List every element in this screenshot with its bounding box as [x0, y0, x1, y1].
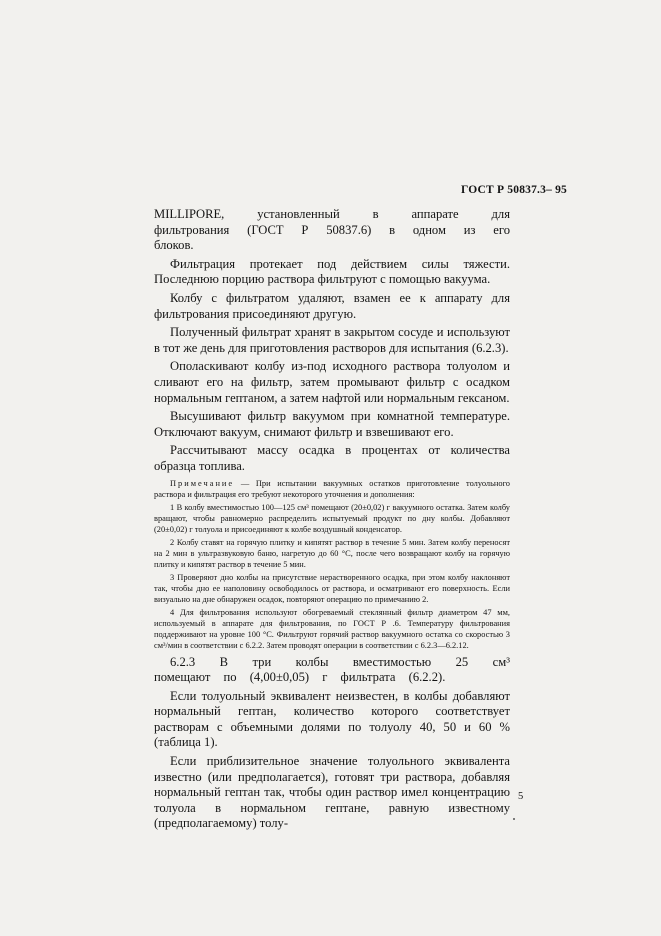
note-label: Примечание [170, 478, 235, 488]
paragraph-rinse: Ополаскивают колбу из-под исходного раствора толуолом и сливают его на фильтр, затем промывают фильтр с осадком нормальным гептаном, а затем нафтой или нормальным гексаном. [154, 359, 510, 405]
scan-dot [513, 818, 515, 820]
paragraph-filtration: Фильтрация протекает под действием силы тяжести. Последнюю порцию раствора фильтруют с помощью вакуума. [154, 256, 510, 287]
note-item-1: 1 В колбу вместимостью 100—125 см³ помещают (20±0,02) г вакуумного остатка. Затем колбу вращают, чтобы равномерно распределить испытуемый продукт по дну колбы. Добавляют (20±0,02) г толуола и присоединяют к колбе воздушный конденсатор. [154, 502, 510, 534]
note-block [154, 478, 510, 651]
paragraph-filtrate-storage: Полученный фильтрат хранят в закрытом сосуде и используют в тот же день для приготовления растворов для испытания (6.2.3). [154, 325, 510, 355]
paragraph-flask-replace: Колбу с фильтратом удаляют, взамен ее к аппарату для фильтрования присоединяют другую. [154, 290, 510, 321]
note-item-2: 2 Колбу ставят на горячую плитку и кипятят раствор в течение 5 мин. Затем колбу переносят на 2 мин в ультразвуковую баню, нагретую до 60 °С, после чего возвращают колбу на горячую плитку и кипятят раствор в течение 5 мин. [154, 537, 510, 569]
paragraph-millipore: MILLIPORE, установленный в аппарате для фильтрования (ГОСТ Р 50837.6) в одном из его блоков. [154, 207, 510, 253]
paragraph-known-equivalent: Если приблизительное значение толуольного эквивалента известно (или предполагается), готовят три раствора, добавляя нормальный гептан так, чтобы один раствор имел концентрацию толуола в нормальном гептане, равную известному (предполагаемому) толу- [154, 754, 510, 831]
section-6-2-3: 6.2.3 В три колбы вместимостью 25 см³ помещают по (4,00±0,05) г фильтрата (6.2.2). [154, 654, 510, 685]
note-item-3: 3 Проверяют дно колбы на присутствие нерастворенного осадка, при этом колбу наклоняют так, чтобы дно ее наполовину освободилось от раствора, и осматривают его поверхность. Если визуально на дне обнаружен осадок, повторяют операцию по примечанию 2. [154, 572, 510, 604]
note-item-4: 4 Для фильтрования используют обогреваемый стеклянный фильтр диаметром 47 мм, используемый в аппарате для фильтрования, по ГОСТ Р .6. Температуру фильтрования поддерживают на уровне 100 °С. Фильтруют горячий раствор вакуумного остатка со скоростью 3 см³/мин в соответствии с 6.2.2. Затем проводят операции в соответствии с 6.2.3—6.2.12. [154, 607, 510, 650]
note-intro-text: — При испытании вакуумных остатков приготовление толуольного раствора и фильтрация его требуют некоторого уточнения и дополнения: [154, 478, 510, 499]
paragraph-calculate: Рассчитывают массу осадка в процентах от количества образца топлива. [154, 443, 510, 473]
paragraph-dry: Высушивают фильтр вакуумом при комнатной температуре. Отключают вакуум, снимают фильтр и взвешивают его. [154, 409, 510, 439]
note-intro [154, 478, 510, 500]
page-number: 5 [518, 791, 524, 802]
paragraph-unknown-equivalent: Если толуольный эквивалент неизвестен, в колбы добавляют нормальный гептан, количество которого соответствует растворам с объемными долями по толуолу 40, 50 и 60 % (таблица 1). [154, 688, 510, 750]
standard-header: ГОСТ Р 50837.3– 95 [461, 184, 567, 196]
document-body [154, 207, 510, 835]
